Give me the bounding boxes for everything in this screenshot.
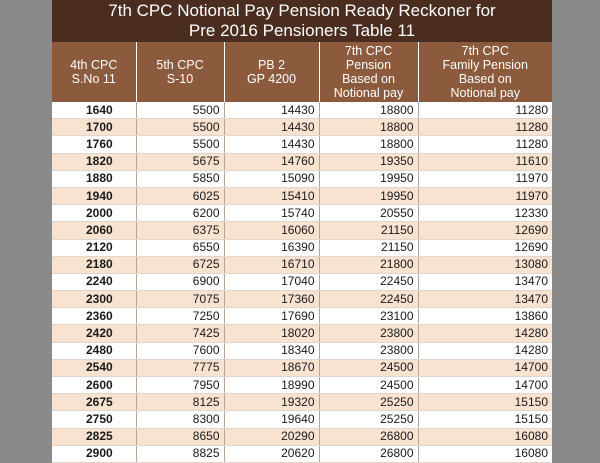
cell-family-pension: 16080 [418, 445, 552, 462]
cell-4th-cpc: 2540 [52, 359, 136, 376]
cell-4th-cpc: 1640 [52, 102, 136, 119]
cell-pension: 18800 [319, 102, 418, 119]
header-label: 4th CPC S.No 11 [70, 58, 118, 86]
cell-pension: 25250 [319, 411, 418, 428]
table-row [52, 222, 552, 239]
cell-4th-cpc: 2060 [52, 222, 136, 239]
cell-4th-cpc: 2900 [52, 445, 136, 462]
table-row [52, 239, 552, 256]
table-row [52, 445, 552, 462]
cell-pb2: 19320 [224, 394, 319, 411]
table-row [52, 308, 552, 325]
cell-pension: 18800 [319, 136, 418, 153]
table-body [52, 102, 552, 462]
table-row [52, 273, 552, 290]
table-row [52, 291, 552, 308]
table-title [52, 0, 552, 42]
cell-pb2: 18670 [224, 359, 319, 376]
cell-pb2: 20620 [224, 445, 319, 462]
cell-4th-cpc: 2240 [52, 273, 136, 290]
cell-5th-cpc: 8300 [136, 411, 224, 428]
table-row [52, 377, 552, 394]
cell-4th-cpc: 1880 [52, 170, 136, 187]
cell-pension: 21150 [319, 222, 418, 239]
cell-pb2: 19640 [224, 411, 319, 428]
cell-family-pension: 11970 [418, 170, 552, 187]
cell-family-pension: 16080 [418, 428, 552, 445]
cell-family-pension: 11280 [418, 136, 552, 153]
cell-pb2: 17690 [224, 308, 319, 325]
cell-5th-cpc: 7075 [136, 291, 224, 308]
cell-pension: 23800 [319, 342, 418, 359]
header-label: 7th CPC Family Pension Based on Notional pay [442, 44, 528, 100]
cell-pension: 23800 [319, 325, 418, 342]
cell-5th-cpc: 6200 [136, 205, 224, 222]
cell-5th-cpc: 5675 [136, 153, 224, 170]
cell-pension: 23100 [319, 308, 418, 325]
cell-pb2: 15740 [224, 205, 319, 222]
cell-5th-cpc: 8125 [136, 394, 224, 411]
cell-pension: 18800 [319, 119, 418, 136]
cell-5th-cpc: 7250 [136, 308, 224, 325]
cell-4th-cpc: 2360 [52, 308, 136, 325]
header-pb2 [224, 42, 319, 102]
cell-pb2: 16390 [224, 239, 319, 256]
cell-pb2: 14760 [224, 153, 319, 170]
cell-family-pension: 11280 [418, 119, 552, 136]
cell-pension: 19950 [319, 170, 418, 187]
table-row [52, 411, 552, 428]
table-row [52, 359, 552, 376]
cell-5th-cpc: 7775 [136, 359, 224, 376]
table-row [52, 325, 552, 342]
pension-reckoner-table [52, 42, 552, 463]
cell-pension: 19950 [319, 187, 418, 204]
table-row [52, 170, 552, 187]
cell-pension: 22450 [319, 291, 418, 308]
cell-pension: 24500 [319, 359, 418, 376]
cell-5th-cpc: 7600 [136, 342, 224, 359]
cell-4th-cpc: 2180 [52, 256, 136, 273]
header-label: 5th CPC S-10 [156, 58, 204, 86]
cell-pb2: 17360 [224, 291, 319, 308]
cell-5th-cpc: 8825 [136, 445, 224, 462]
cell-pb2: 14430 [224, 102, 319, 119]
cell-5th-cpc: 6375 [136, 222, 224, 239]
cell-pension: 21150 [319, 239, 418, 256]
cell-family-pension: 12690 [418, 239, 552, 256]
cell-family-pension: 11970 [418, 187, 552, 204]
cell-pb2: 15410 [224, 187, 319, 204]
cell-4th-cpc: 2600 [52, 377, 136, 394]
cell-4th-cpc: 2300 [52, 291, 136, 308]
cell-family-pension: 15150 [418, 394, 552, 411]
cell-5th-cpc: 6025 [136, 187, 224, 204]
cell-4th-cpc: 1820 [52, 153, 136, 170]
header-label: 7th CPC Pension Based on Notional pay [333, 44, 404, 100]
cell-pension: 24500 [319, 377, 418, 394]
cell-pb2: 15090 [224, 170, 319, 187]
table-row [52, 342, 552, 359]
cell-5th-cpc: 5500 [136, 102, 224, 119]
cell-5th-cpc: 6900 [136, 273, 224, 290]
table-title-line-1: 7th CPC Notional Pay Pension Ready Reckoner for [108, 1, 496, 20]
table-row [52, 153, 552, 170]
table-title-line-2: Pre 2016 Pensioners Table 11 [188, 21, 416, 40]
cell-4th-cpc: 2480 [52, 342, 136, 359]
cell-family-pension: 13470 [418, 291, 552, 308]
table-row [52, 394, 552, 411]
header-row [52, 42, 552, 102]
table-header [52, 42, 552, 102]
cell-family-pension: 15150 [418, 411, 552, 428]
cell-pb2: 17040 [224, 273, 319, 290]
table-row [52, 205, 552, 222]
cell-pb2: 16060 [224, 222, 319, 239]
cell-pension: 22450 [319, 273, 418, 290]
cell-family-pension: 12690 [418, 222, 552, 239]
cell-family-pension: 11280 [418, 102, 552, 119]
cell-5th-cpc: 6725 [136, 256, 224, 273]
header-label: PB 2 GP 4200 [246, 58, 297, 86]
cell-4th-cpc: 1760 [52, 136, 136, 153]
cell-5th-cpc: 7950 [136, 377, 224, 394]
cell-4th-cpc: 1940 [52, 187, 136, 204]
table-row [52, 428, 552, 445]
header-5th-cpc [136, 42, 224, 102]
cell-pb2: 14430 [224, 119, 319, 136]
cell-family-pension: 14280 [418, 325, 552, 342]
cell-family-pension: 14700 [418, 359, 552, 376]
cell-4th-cpc: 2120 [52, 239, 136, 256]
cell-pension: 21800 [319, 256, 418, 273]
cell-4th-cpc: 1700 [52, 119, 136, 136]
cell-family-pension: 14280 [418, 342, 552, 359]
table-row [52, 187, 552, 204]
cell-family-pension: 13080 [418, 256, 552, 273]
cell-pension: 26800 [319, 428, 418, 445]
cell-family-pension: 12330 [418, 205, 552, 222]
cell-5th-cpc: 5850 [136, 170, 224, 187]
cell-family-pension: 11610 [418, 153, 552, 170]
cell-5th-cpc: 5500 [136, 136, 224, 153]
cell-5th-cpc: 6550 [136, 239, 224, 256]
cell-4th-cpc: 2000 [52, 205, 136, 222]
cell-pb2: 18020 [224, 325, 319, 342]
cell-4th-cpc: 2420 [52, 325, 136, 342]
cell-5th-cpc: 7425 [136, 325, 224, 342]
cell-pension: 20550 [319, 205, 418, 222]
cell-4th-cpc: 2750 [52, 411, 136, 428]
cell-5th-cpc: 5500 [136, 119, 224, 136]
cell-family-pension: 13470 [418, 273, 552, 290]
cell-pb2: 18990 [224, 377, 319, 394]
table-row [52, 102, 552, 119]
cell-pb2: 14430 [224, 136, 319, 153]
cell-pb2: 18340 [224, 342, 319, 359]
header-7th-cpc-pension [319, 42, 418, 102]
header-4th-cpc [52, 42, 136, 102]
cell-4th-cpc: 2675 [52, 394, 136, 411]
table-row [52, 119, 552, 136]
table-row [52, 136, 552, 153]
cell-family-pension: 13860 [418, 308, 552, 325]
cell-pension: 26800 [319, 445, 418, 462]
header-7th-cpc-family-pension [418, 42, 552, 102]
cell-pension: 19350 [319, 153, 418, 170]
cell-pb2: 20290 [224, 428, 319, 445]
cell-pension: 25250 [319, 394, 418, 411]
cell-family-pension: 14700 [418, 377, 552, 394]
pension-table-document [52, 0, 552, 461]
table-row [52, 256, 552, 273]
cell-4th-cpc: 2825 [52, 428, 136, 445]
cell-pb2: 16710 [224, 256, 319, 273]
cell-5th-cpc: 8650 [136, 428, 224, 445]
